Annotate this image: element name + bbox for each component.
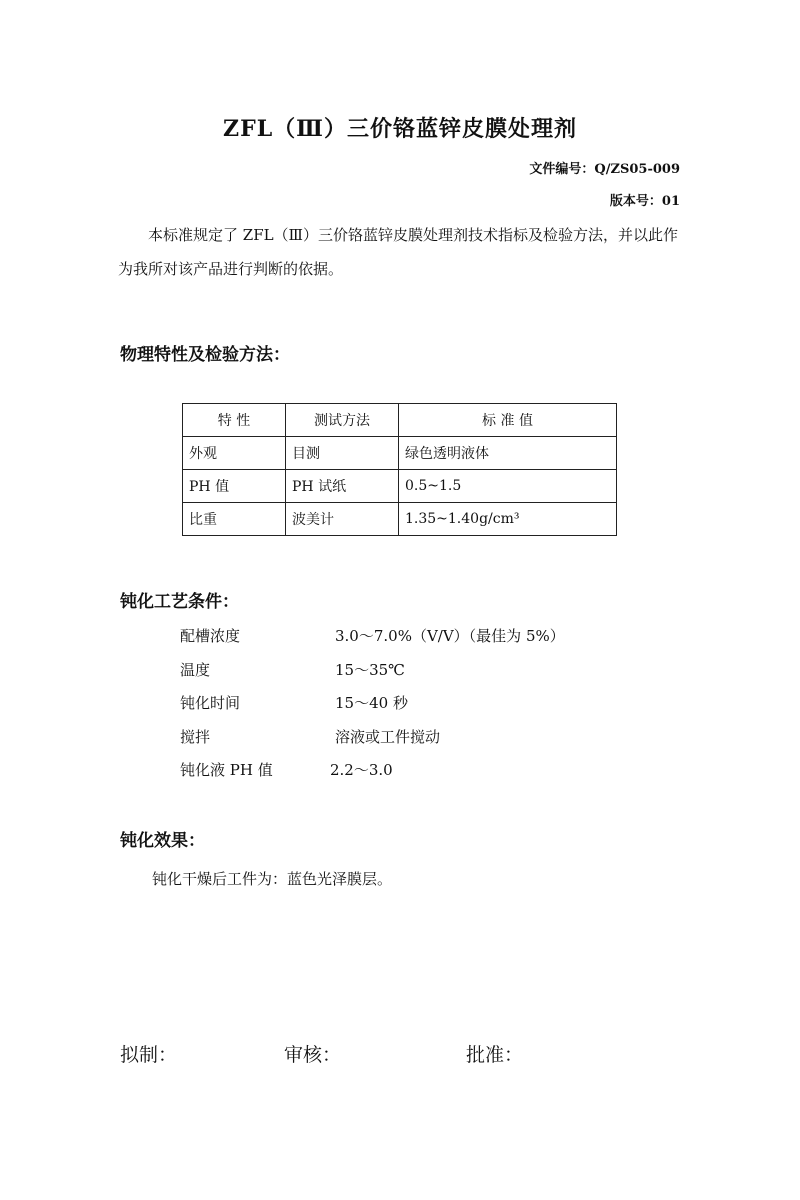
- file-number: 文件编号：Q/ZS05-009: [529, 162, 680, 177]
- table-cell: PH 试纸: [286, 470, 399, 503]
- document-title: ZFL（Ⅲ）三价铬蓝锌皮膜处理剂: [223, 116, 577, 142]
- effect-heading: 钝化效果：: [120, 831, 205, 851]
- table-cell: 外观: [183, 437, 286, 470]
- table-header-row: [183, 404, 617, 437]
- intro-text: 本标准规定了 ZFL（Ⅲ）三价铬蓝锌皮膜处理剂技术指标及检验方法，并以此作为我所对该产品进行判断的依据。: [118, 226, 679, 278]
- table-cell: 0.5~1.5: [399, 470, 617, 503]
- condition-value: 15～35℃: [335, 660, 405, 679]
- header-property: 特 性: [183, 404, 286, 437]
- signature-approve-label: 批准：: [466, 1044, 524, 1066]
- condition-value: 溶液或工件搅动: [335, 727, 441, 746]
- condition-label: 温度: [180, 660, 211, 679]
- table-row: [183, 470, 617, 503]
- condition-label: 搅拌: [180, 727, 211, 746]
- version-number: 版本号：01: [609, 194, 680, 209]
- condition-label: 配槽浓度: [180, 627, 241, 645]
- table-row: [183, 437, 617, 470]
- header-test-method: 测试方法: [286, 404, 399, 437]
- table-cell: 绿色透明液体: [399, 437, 617, 470]
- header-standard-value: 标 准 值: [399, 404, 617, 437]
- physical-heading: 物理特性及检验方法：: [120, 345, 290, 365]
- table-cell: 目测: [286, 437, 399, 470]
- condition-label: 钝化液 PH 值: [180, 761, 273, 779]
- physical-properties-table: [182, 403, 617, 536]
- table-cell: 1.35~1.40g/cm³: [399, 503, 617, 536]
- signature-draft-label: 拟制：: [120, 1044, 178, 1066]
- table-cell: PH 值: [183, 470, 286, 503]
- condition-label: 钝化时间: [180, 694, 241, 712]
- intro-paragraph: [118, 218, 688, 286]
- table-row: [183, 503, 617, 536]
- process-heading: 钝化工艺条件：: [120, 592, 239, 612]
- table-cell: 波美计: [286, 503, 399, 536]
- signature-review-label: 审核：: [284, 1044, 342, 1066]
- condition-value: 2.2～3.0: [330, 761, 393, 779]
- table-cell: 比重: [183, 503, 286, 536]
- effect-text: 钝化干燥后工件为：蓝色光泽膜层。: [152, 870, 393, 888]
- condition-value: 3.0～7.0%（V/V）（最佳为 5%）: [335, 627, 565, 645]
- condition-value: 15～40 秒: [335, 694, 408, 712]
